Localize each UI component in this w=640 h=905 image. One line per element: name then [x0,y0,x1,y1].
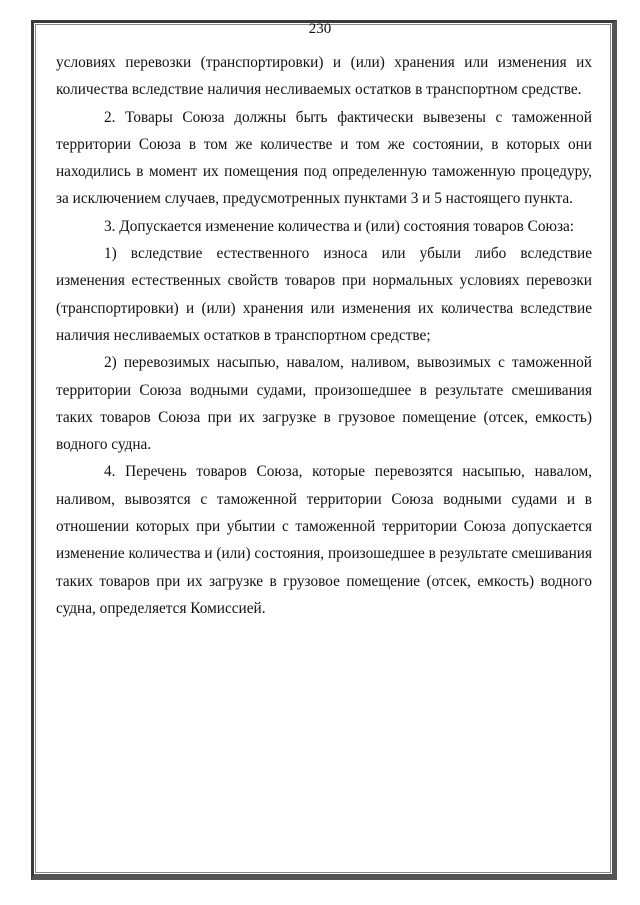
page-number: 230 [308,21,332,37]
paragraph-subitem-2: 2) перевозимых насыпью, навалом, наливом, вывозимых с таможенной территории Союза водными судами, произошедшее в результате смешивания таких товаров Союза при их загрузке в грузовое помещение (отсек, емкость) водного судна. [56,354,592,454]
paragraph-continuation: условиях перевозки (транспортировки) и (или) хранения или изменения их количества вследствие наличия несливаемых остатков в транспортном средстве. [56,54,592,99]
paragraph-item-2: 2. Товары Союза должны быть фактически вывезены с таможенной территории Союза в том же количестве и том же состоянии, в которых они находились в момент их помещения под определенную таможенную процедуру, за исключением случаев, предусмотренных пунктами 3 и 5 настоящего пункта. [56,108,592,208]
paragraph-subitem-1: 1) вследствие естественного износа или убыли либо вследствие изменения естественных свойств товаров при нормальных условиях перевозки (транспортировки) и (или) хранения или изменения их количества вследствие наличия несливаемых остатков в транспортном средстве; [56,245,592,344]
document-body [56,49,592,622]
paragraph-item-3: 3. Допускается изменение количества и (или) состояния товаров Союза: [104,217,575,235]
paragraph-item-4: 4. Перечень товаров Союза, которые перевозятся насыпью, навалом, наливом, вывозятся с таможенной территории Союза водными судами и в отношении которых при убытии с таможенной территории Союза допускается изменение количества и (или) состояния, произошедшее в результате смешивания таких товаров при их загрузке в грузовое помещение (отсек, емкость) водного судна, определяется Комиссией. [56,463,592,617]
